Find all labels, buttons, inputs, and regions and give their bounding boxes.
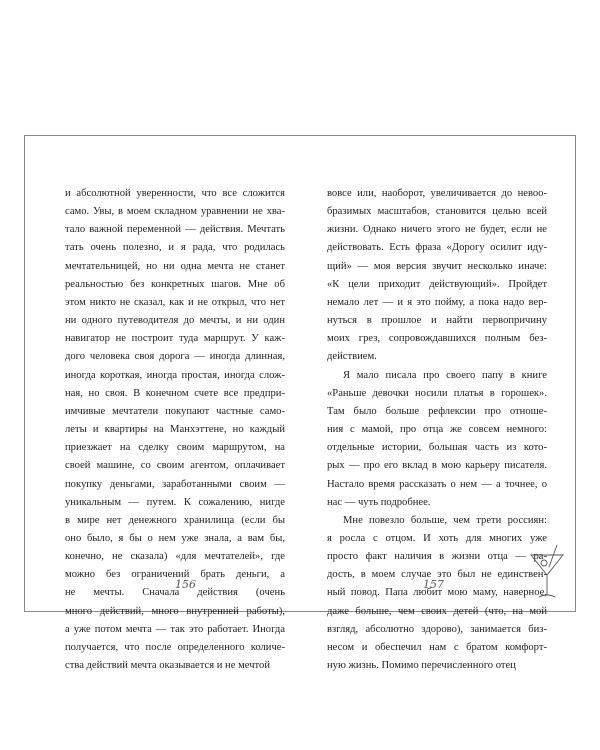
text-line: нас — чуть подробнее. [327, 496, 431, 508]
text-line: просто факт наличия в жизни отца — ра- [327, 551, 547, 563]
left-page-text [65, 185, 285, 675]
paragraph [327, 185, 547, 367]
text-line: этом никто не сказал, как и не открыл, что нет [65, 296, 285, 308]
paragraph [327, 512, 547, 675]
text-line: щий» — моя версия звучит несколько иначе: [327, 260, 547, 272]
text-line: иногда короткая, иногда простая, иногда слож- [65, 369, 285, 381]
text-line: вовсе или, наоборот, увеличивается до невоо- [327, 188, 547, 199]
text-line: тать очень полезно, и я рада, что родилась [65, 242, 285, 254]
text-line: имчивые мечтатели покупают частные само- [65, 405, 285, 417]
text-line: реальностью без конкретных шагов. Мне об [65, 278, 285, 290]
text-line: немало лет — и я это пойму, а пока надо вер- [327, 296, 547, 308]
right-page-number: 157 [423, 578, 444, 591]
text-line: взгляд, абсолютно здорово), занимается биз- [327, 623, 547, 635]
text-line: «К цели приходит действующий». Пройдет [327, 278, 547, 290]
text-line: дость, в моем случае это был не единствен- [327, 569, 547, 581]
text-line: даже больше, чем своих детей (что, на мой [327, 605, 547, 617]
text-line: покупку деньгами, заработанными своим — [65, 478, 285, 490]
text-line: навигатор не построит туда маршрут. У каж- [65, 333, 285, 345]
text-line: конечно, не сказала) «для мечтателей», где [65, 551, 285, 563]
book-spread [24, 135, 576, 672]
text-line: само. Увы, в моем складном уравнении не хва- [65, 206, 285, 218]
text-line: ная, но своя. В конечном счете все предпри- [65, 387, 285, 399]
text-line: можно без ограничений брать деньги, а [65, 569, 285, 581]
martini-glass-icon [527, 541, 567, 603]
text-line: ния с мамой, про отца же совсем немного: [327, 424, 547, 436]
text-line: действием. [327, 351, 377, 363]
text-line: и абсолютной уверенности, что все сложится [65, 188, 285, 199]
text-line: я росла с отцом. И хоть для многих уже [327, 532, 547, 544]
text-line: уникальным — путем. К сожалению, нигде [65, 496, 285, 508]
text-line: своей машине, со своим агентом, оплачивает [65, 460, 285, 472]
text-line: нуться в прошлое и найти первопричину [327, 315, 547, 327]
text-line: ную жизнь. Помимо перечисленного отец [327, 660, 516, 672]
text-line: бразимых масштабов, становится целью всей [327, 206, 547, 218]
text-line: оно было, я бы о нем уже знала, а вам бы, [65, 532, 285, 544]
text-line: моих грез, сопровождавшихся полным без- [327, 333, 547, 345]
text-line: в мире нет денежного хранилища (если бы [65, 514, 285, 526]
text-line: несом и обеспечил нам с братом комфорт- [327, 641, 547, 653]
text-line: много действий, много внутренней работы), [65, 605, 285, 617]
text-line: мечтательницей, но ни одна мечта не станет [65, 260, 285, 272]
text-line: Я мало писала про своего папу в книге [343, 369, 547, 381]
text-line: Там было больше рефлексии про отноше- [327, 405, 547, 417]
text-line: леты и квартиры на Манхэттене, но каждый [65, 424, 285, 436]
text-line: жизни. Однако ничего этого не будет, если не [327, 224, 547, 236]
left-page [65, 185, 285, 675]
text-line: отдельные истории, большая часть из кото- [327, 442, 547, 454]
text-line: ни одного путеводителя до мечты, и ни один [65, 315, 285, 327]
text-line: Настало время рассказать о нем — а точнее, о [327, 478, 547, 490]
paragraph [327, 367, 547, 512]
text-line: дого человека своя дорога — иногда длинная, [65, 351, 285, 363]
text-line: тало важной переменной — действия. Мечтать [65, 224, 285, 236]
left-page-number: 156 [175, 578, 196, 591]
right-page [327, 185, 547, 675]
text-line: «Раньше девочки носили платья в горошек». [327, 387, 547, 399]
text-line: не мечты. Сначала действия (очень [65, 587, 285, 599]
text-line: получается, что после определенного количе- [65, 641, 285, 653]
text-line: Мне повезло больше, чем трети россиян: [343, 514, 547, 526]
text-line: а уже потом мечта — так это работает. Иногда [65, 623, 285, 635]
text-line: ный повод. Папа любит мою маму, наверное, [327, 587, 547, 599]
text-line: приезжает на сделку своим маршрутом, на [65, 442, 285, 454]
text-line: ства действий мечта оказывается и не мечтой [65, 660, 271, 672]
text-line: рых — про его вклад в мою карьеру писателя. [327, 460, 547, 472]
text-line: действовать. Есть фраза «Дорогу осилит иду- [327, 242, 547, 254]
